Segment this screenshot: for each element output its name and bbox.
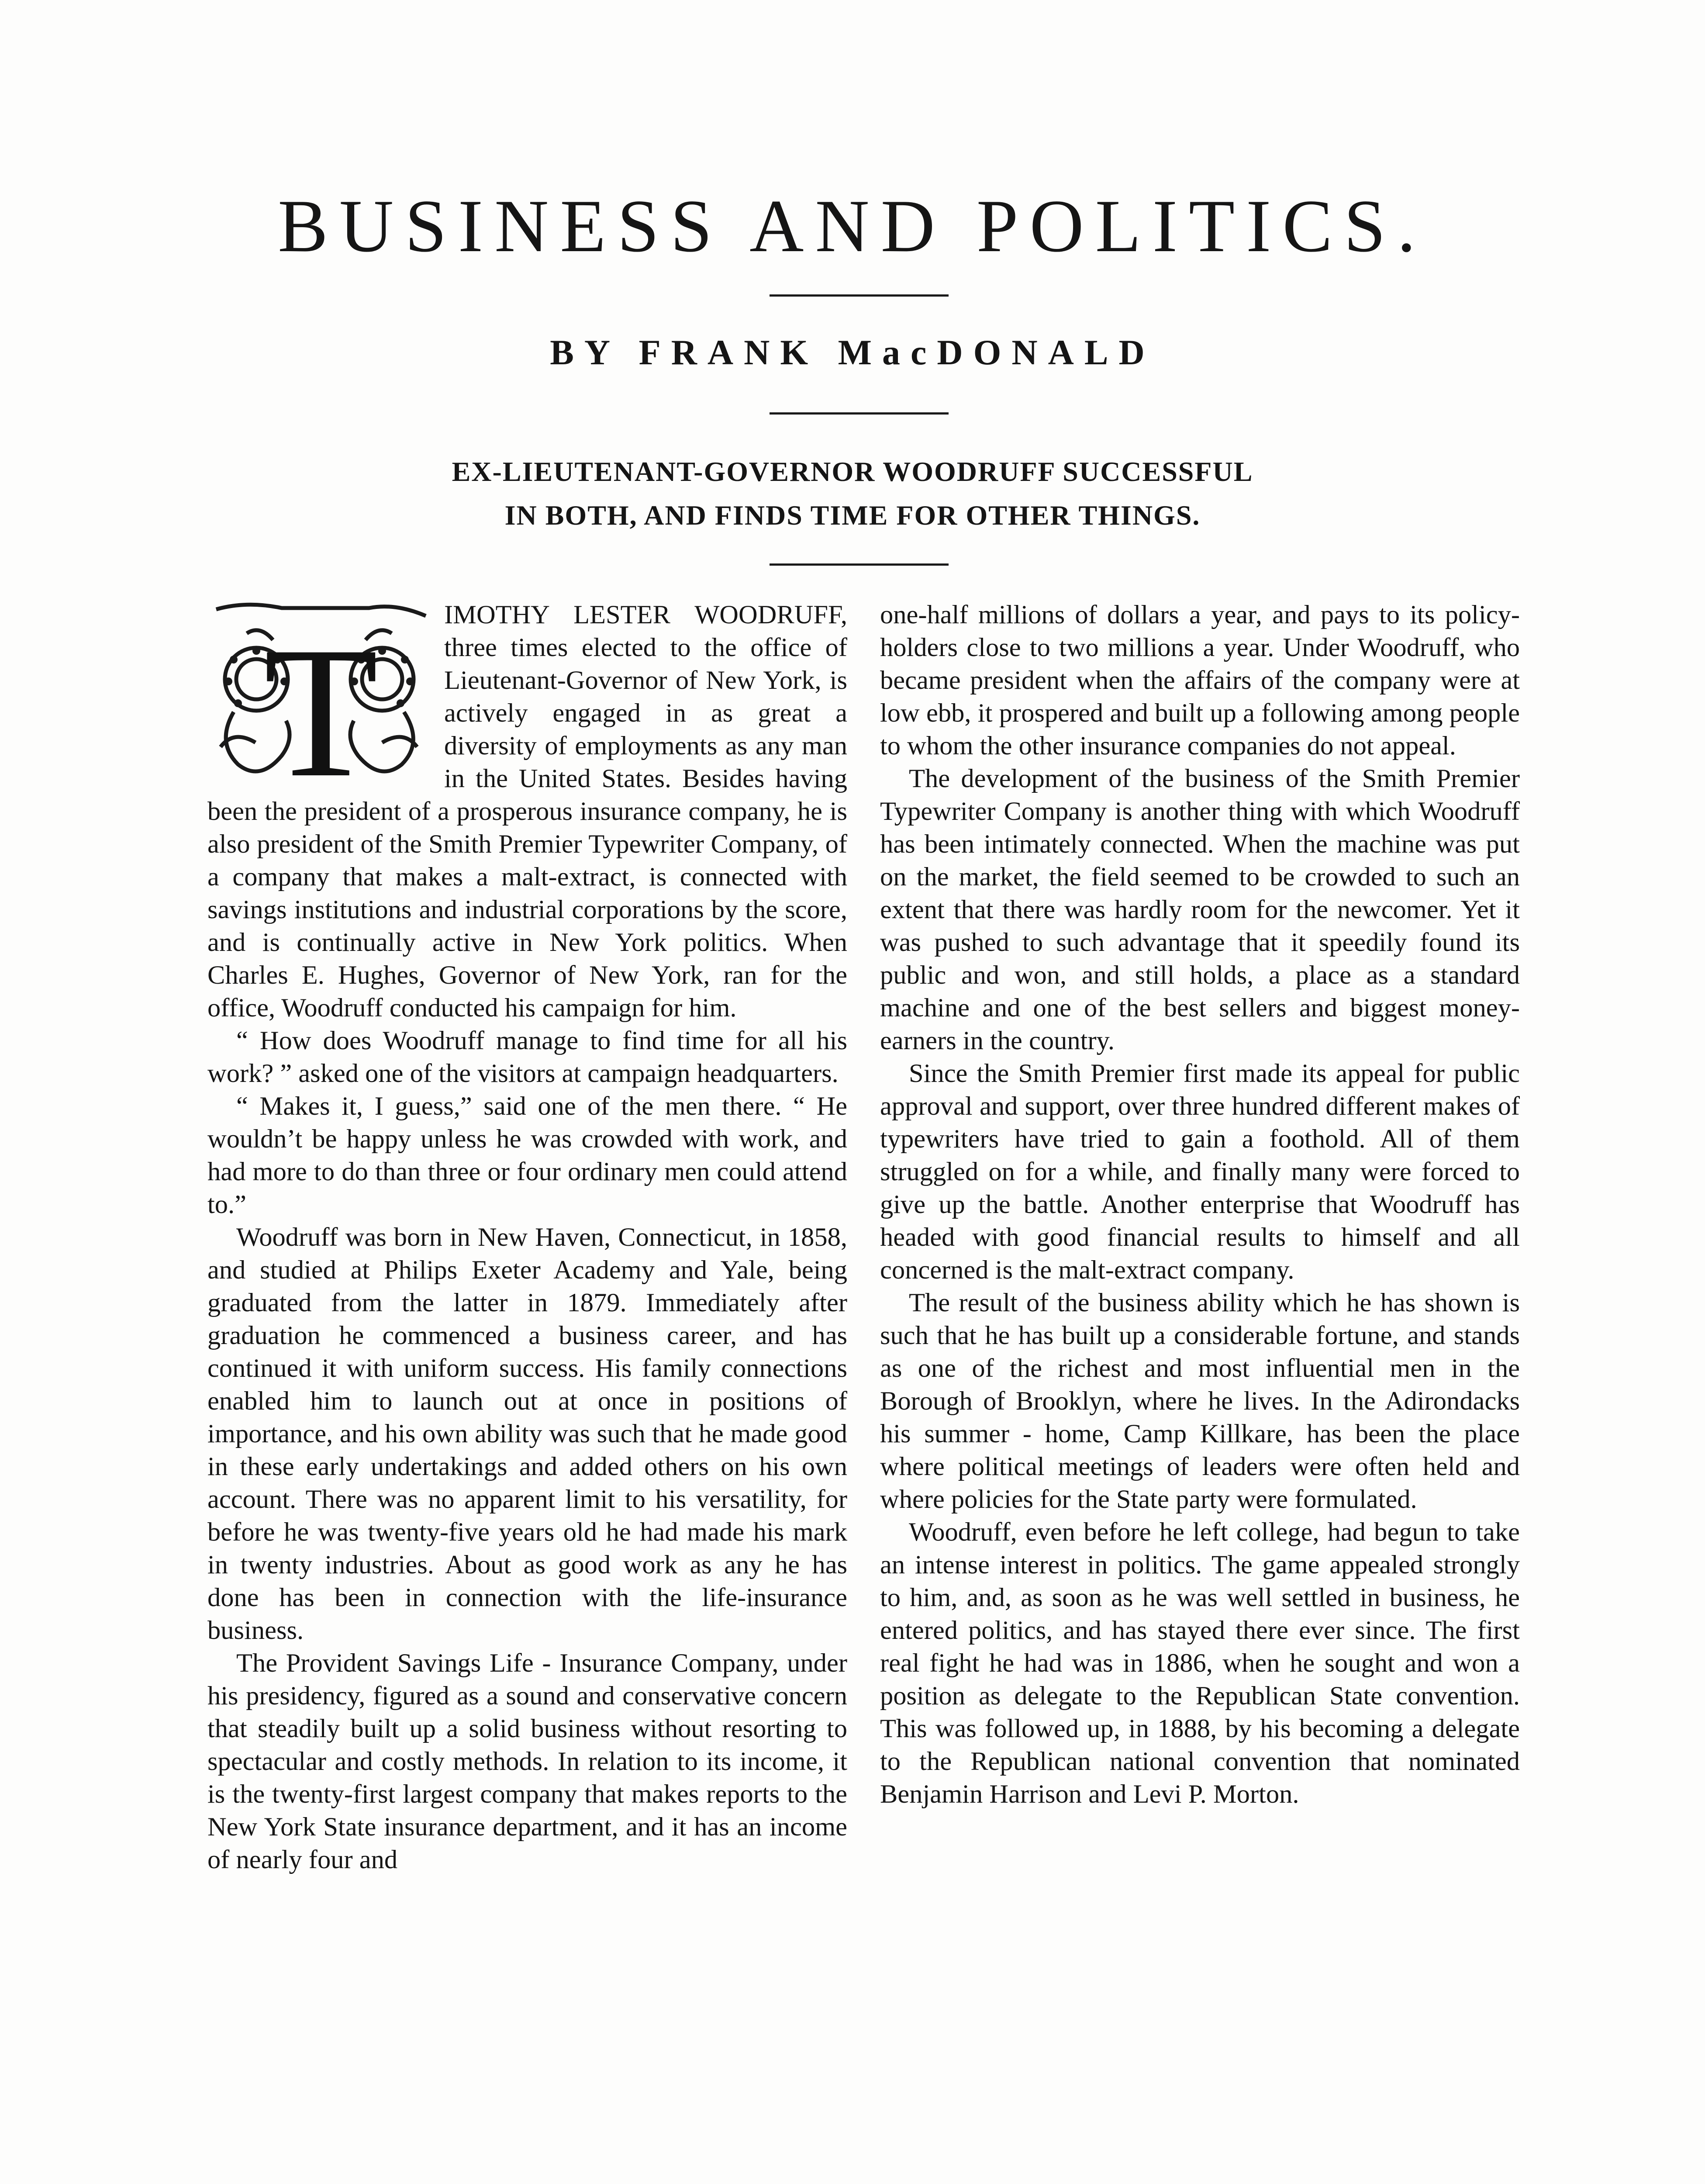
dropcap-ornament-icon — [207, 598, 435, 787]
left-column — [207, 598, 847, 1876]
dropcap-letter: T — [263, 608, 379, 787]
paragraph: one-half millions of dollars a year, and pays to its policy-holders close to two millions a year. Under Woodruff, who became president when the affairs of the company were at low ebb, it prospered and built up a following among people to whom the other insurance companies do not appeal. — [880, 600, 1520, 760]
paragraph: The development of the business of the Smith Premier Typewriter Company is another thing with which Woodruff has been intimately connected. When the machine was put on the market, the field seemed to be crowded to such an extent that there was hardly room for the newcomer. Yet it was pushed to such advantage that it speedily found its public and won, and still holds, a place as a standard machine and one of the best sellers and biggest money-earners in the country. — [880, 764, 1520, 1055]
paragraph: IMOTHY LESTER WOODRUFF, three times elected to the office of Lieutenant-Governor of New York, is actively engaged in as great a diversity of employments as any man in the United States. Besides having been the president of a prosperous insurance company, he is also president of the Smith Premier Typewriter Company, of a company that makes a malt-extract, is connected with savings institutions and industrial corporations by the score, and is continually active in New York politics. When Charles E. Hughes, Governor of New York, ran for the office, Woodruff conducted his campaign for him. — [207, 600, 847, 1023]
subhead-line-2: IN BOTH, AND FINDS TIME FOR OTHER THINGS. — [504, 500, 1201, 531]
subhead-line-1: EX-LIEUTENANT-GOVERNOR WOODRUFF SUCCESSFUL — [452, 456, 1253, 487]
ornamental-dropcap — [207, 598, 435, 787]
paragraph: “ Makes it, I guess,” said one of the men there. “ He wouldn’t be happy unless he was crowded with work, and had more to do than three or four ordinary men could attend to.” — [207, 1092, 847, 1219]
paragraph: Woodruff, even before he left college, had begun to take an intense interest in politics. The game appealed strongly to him, and, as soon as he was well settled in business, he entered politics, and has stayed there ever since. The first real fight he had was in 1886, when he sought and won a position as delegate to the Republican State convention. This was followed up, in 1888, by his becoming a delegate to the Republican national convention that nominated Benjamin Harrison and Levi P. Morton. — [880, 1517, 1520, 1809]
paragraph: Woodruff was born in New Haven, Connecticut, in 1858, and studied at Philips Exeter Academy and Yale, being graduated from the latter in 1879. Immediately after graduation he commenced a business career, and has continued it with uniform success. His family connections enabled him to launch out at once in positions of importance, and his own ability was such that he made good in these early undertakings and added others on his own account. There was no apparent limit to his versatility, for before he was twenty-five years old he had made his mark in twenty industries. About as good work as any he has done has been in connection with the life-insurance business. — [207, 1223, 847, 1645]
title-rule — [770, 294, 949, 297]
byline: BY FRANK MacDONALD — [550, 332, 1155, 372]
subhead-rule — [770, 563, 949, 566]
subheadline — [0, 450, 1705, 537]
paragraph: The result of the business ability which he has shown is such that he has built up a considerable fortune, and stands as one of the richest and most influential men in the Borough of Brooklyn, where he lives. In the Adirondacks his summer - home, Camp Killkare, has been the place where political meetings of leaders were often held and where policies for the State party were formulated. — [880, 1288, 1520, 1514]
paragraph: “ How does Woodruff manage to find time for all his work? ” asked one of the visitors at campaign headquarters. — [207, 1026, 847, 1088]
article-title: BUSINESS AND POLITICS. — [278, 185, 1427, 268]
right-column — [880, 598, 1520, 1811]
paragraph: Since the Smith Premier first made its appeal for public approval and support, over three hundred different makes of typewriters have tried to gain a foothold. All of them struggled on for a while, and finally many were forced to give up the battle. Another enterprise that Woodruff has headed with good financial results to himself and all concerned is the malt-extract company. — [880, 1059, 1520, 1285]
paragraph: The Provident Savings Life - Insurance Company, under his presidency, figured as a sound and conservative concern that steadily built up a solid business without resorting to spectacular and costly methods. In relation to its income, it is the twenty-first largest company that makes reports to the New York State insurance department, and it has an income of nearly four and — [207, 1648, 847, 1874]
byline-rule — [770, 412, 949, 415]
